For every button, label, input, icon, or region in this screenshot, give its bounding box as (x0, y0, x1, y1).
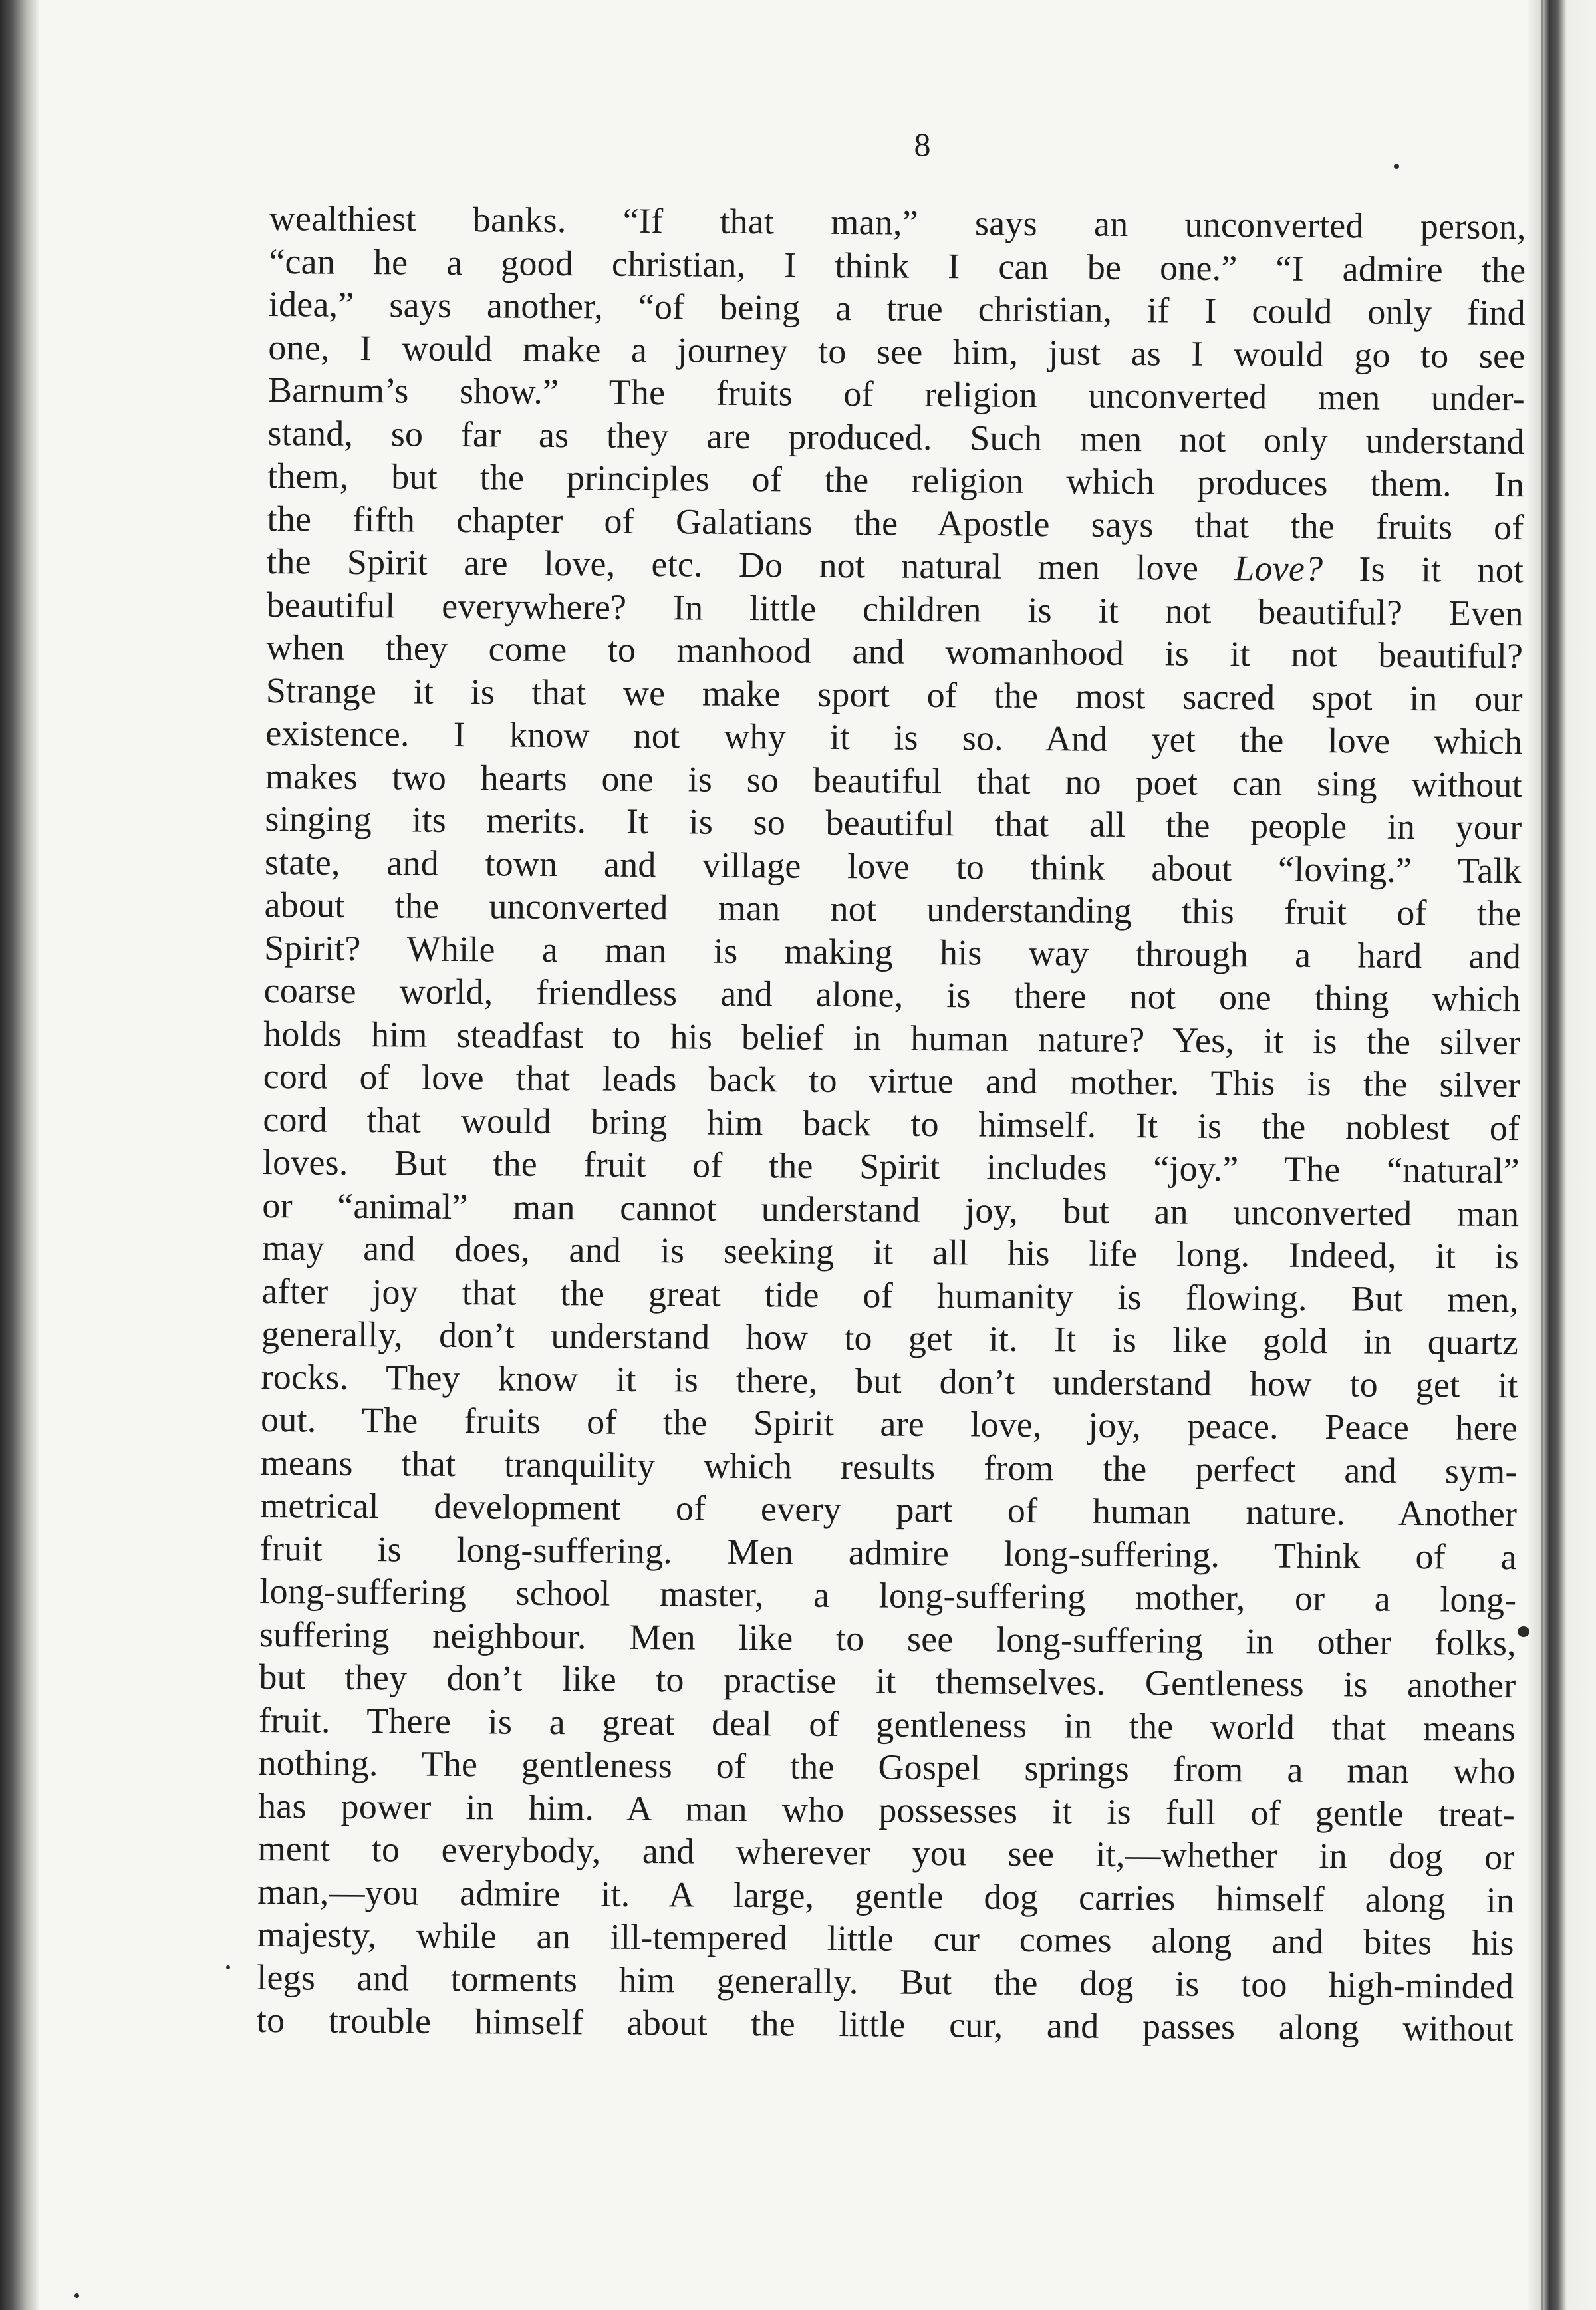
text-line: the Spirit are love, etc. Do not natural men love Love? Is it not (266, 541, 1524, 591)
text-line: generally, don’t understand how to get it. It is like gold in quartz (261, 1313, 1519, 1363)
text-line: singing its merits. It is so beautiful that all the people in your (265, 798, 1522, 848)
text-line: beautiful everywhere? In little children is it not beautiful? Even (266, 584, 1524, 633)
text-line: legs and torments him generally. But the dog is too high-minded (257, 1957, 1514, 2006)
text-line: makes two hearts one is so beautiful that no poet can sing without (265, 756, 1523, 805)
text-line: out. The fruits of the Spirit are love, joy, peace. Peace here (260, 1399, 1518, 1449)
text-line: “can he a good christian, I think I can be one.” “I admire the (269, 241, 1526, 290)
text-line: metrical development of every part of human nature. Another (260, 1485, 1518, 1534)
text-line: man,—you admire it. A large, gentle dog carries himself along in (257, 1871, 1515, 1920)
scan-speck (226, 1965, 230, 1969)
text-line: fruit. There is a great deal of gentleness in the world that means (258, 1699, 1516, 1749)
text-line: wealthiest banks. “If that man,” says an unconverted person, (269, 198, 1526, 247)
text-line: coarse world, friendless and alone, is there not one thing which (263, 970, 1521, 1020)
text-line: Spirit? While a man is making his way through a hard and (263, 927, 1522, 976)
text-line: the fifth chapter of Galatians the Apostle says that the fruits of (267, 498, 1524, 547)
text-line: idea,” says another, “of being a true christian, if I could only find (268, 283, 1526, 333)
scan-speck (1394, 164, 1399, 169)
text-line: long-suffering school master, a long-suffering mother, or a long- (259, 1570, 1517, 1620)
text-line: nothing. The gentleness of the Gospel springs from a man who (258, 1742, 1516, 1792)
text-line: majesty, while an ill-tempered little cur comes along and bites his (257, 1914, 1514, 1963)
text-line: ment to everybody, and wherever you see it,—whether in dog or (257, 1828, 1515, 1878)
page-number: 8 (914, 126, 931, 163)
scan-speck (1518, 1626, 1530, 1637)
text-line: cord that would bring him back to himself. It is the noblest of (263, 1099, 1520, 1148)
page-edge-shadow (1527, 0, 1596, 2310)
text-line: stand, so far as they are produced. Such men not only understand (267, 412, 1525, 462)
text-line: or “animal” man cannot understand joy, but an unconverted man (262, 1185, 1520, 1234)
text-line: state, and town and village love to think about “loving.” Talk (264, 841, 1522, 891)
text-line: suffering neighbour. Men like to see long-suffering in other folks, (259, 1614, 1517, 1663)
text-line: to trouble himself about the little cur, and passes along without (256, 1999, 1514, 2049)
page-edge-line (1541, 0, 1543, 2310)
text-line: has power in him. A man who possesses it is full of gentle treat- (257, 1785, 1516, 1834)
text-line: them, but the principles of the religion which produces them. In (267, 455, 1525, 505)
text-line: loves. But the fruit of the Spirit includes “joy.” The “natural” (262, 1141, 1520, 1191)
text-line: rocks. They know it is there, but don’t understand how to get it (261, 1356, 1518, 1405)
italic-word: Love? (1234, 548, 1323, 589)
text-line: Strange it is that we make sport of the most sacred spot in our (265, 670, 1523, 719)
text-line: Barnum’s show.” The fruits of religion unconverted men under- (267, 369, 1526, 419)
text-line: one, I would make a journey to see him, just as I would go to see (268, 327, 1526, 376)
body-text (257, 197, 1526, 2051)
text-line: holds him steadfast to his belief in human nature? Yes, it is the silver (263, 1013, 1521, 1062)
text-line: may and does, and is seeking it all his life long. Indeed, it is (261, 1227, 1520, 1277)
text-line: fruit is long-suffering. Men admire long-suffering. Think of a (259, 1528, 1517, 1577)
text-line: existence. I know not why it is so. And yet the love which (265, 712, 1523, 762)
text-line: when they come to manhood and womanhood is it not beautiful? (266, 627, 1524, 676)
text-line: means that tranquility which results from the perfect and sym- (260, 1442, 1518, 1491)
text-line: about the unconverted man not understanding this fruit of the (264, 884, 1522, 934)
text-line: cord of love that leads back to virtue and mother. This is the silver (263, 1056, 1520, 1105)
scan-speck (74, 2293, 79, 2298)
text-line: but they don’t like to practise it themselves. Gentleness is another (259, 1656, 1516, 1706)
binding-shadow (0, 0, 39, 2310)
text-line: after joy that the great tide of humanity is flowing. But men, (261, 1270, 1519, 1320)
